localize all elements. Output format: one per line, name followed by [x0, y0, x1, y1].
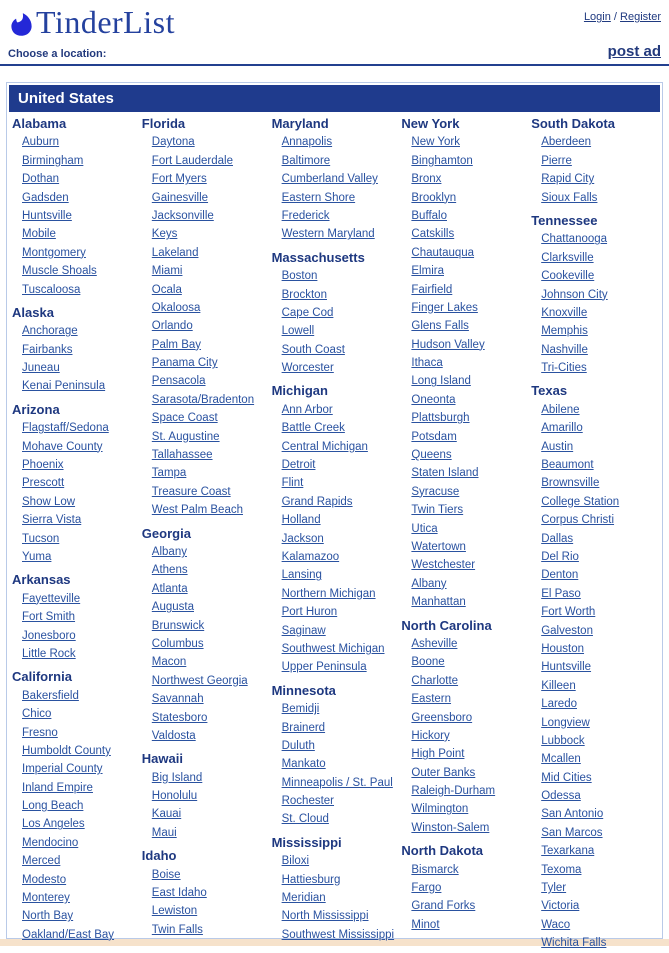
state-group-new-york: [399, 115, 529, 612]
city-link-houston[interactable]: Houston: [541, 642, 585, 655]
city-link-glens-falls[interactable]: Glens Falls: [411, 320, 469, 333]
city-link-bemidji[interactable]: Bemidji: [281, 703, 320, 716]
city-link-little-rock[interactable]: Little Rock: [22, 647, 76, 660]
city-link-eastern-shore[interactable]: Eastern Shore: [281, 191, 356, 204]
city-link-upper-peninsula[interactable]: Upper Peninsula: [281, 661, 367, 674]
city-link-jacksonville[interactable]: Jacksonville: [151, 209, 214, 222]
city-link-binghamton[interactable]: Binghamton: [411, 154, 473, 167]
state-heading-georgia: Georgia: [141, 525, 191, 541]
city-link-manhattan[interactable]: Manhattan: [411, 596, 466, 609]
city-link-sierra-vista[interactable]: Sierra Vista: [22, 514, 82, 527]
city-link-jonesboro[interactable]: Jonesboro: [22, 629, 76, 642]
city-link-outer-banks[interactable]: Outer Banks: [411, 766, 476, 779]
city-link-longview[interactable]: Longview: [541, 716, 590, 729]
city-link-catskills[interactable]: Catskills: [411, 228, 455, 241]
city-link-auburn[interactable]: Auburn: [22, 136, 60, 149]
state-group-alabama: [10, 115, 140, 299]
city-link-cumberland-valley[interactable]: Cumberland Valley: [281, 173, 378, 186]
city-link-keys[interactable]: Keys: [151, 228, 178, 241]
city-link-watertown[interactable]: Watertown: [411, 540, 466, 553]
city-link-san-antonio[interactable]: San Antonio: [541, 808, 604, 821]
city-link-southwest-michigan[interactable]: Southwest Michigan: [281, 642, 385, 655]
city-link-clarksville[interactable]: Clarksville: [541, 251, 594, 264]
state-heading-hawaii: Hawaii: [141, 751, 183, 767]
city-link-albany[interactable]: Albany: [151, 545, 187, 558]
city-link-miami[interactable]: Miami: [151, 265, 183, 278]
city-link-macon[interactable]: Macon: [151, 656, 187, 669]
city-link-wichita-falls[interactable]: Wichita Falls: [541, 937, 607, 950]
city-link-greensboro[interactable]: Greensboro: [411, 711, 473, 724]
city-link-flint[interactable]: Flint: [281, 477, 304, 490]
city-link-mcallen[interactable]: Mcallen: [541, 753, 581, 766]
city-link-amarillo[interactable]: Amarillo: [541, 422, 583, 435]
state-heading-alaska: Alaska: [12, 304, 54, 320]
city-link-victoria[interactable]: Victoria: [541, 900, 580, 913]
city-link-ithaca[interactable]: Ithaca: [411, 357, 443, 370]
city-link-minot[interactable]: Minot: [411, 918, 440, 931]
city-link-new-york[interactable]: New York: [411, 136, 460, 149]
city-link-hattiesburg[interactable]: Hattiesburg: [281, 873, 341, 886]
city-link-aberdeen[interactable]: Aberdeen: [541, 136, 592, 149]
city-link-fresno[interactable]: Fresno: [22, 726, 58, 739]
city-link-huntsville[interactable]: Huntsville: [541, 661, 592, 674]
city-link-mobile[interactable]: Mobile: [22, 228, 56, 241]
city-link-merced[interactable]: Merced: [22, 855, 61, 868]
city-link-columbus[interactable]: Columbus: [151, 637, 204, 650]
city-link-tucson[interactable]: Tucson: [22, 532, 60, 545]
city-link-northwest-georgia[interactable]: Northwest Georgia: [151, 674, 248, 687]
city-link-johnson-city[interactable]: Johnson City: [541, 288, 608, 301]
city-link-northern-michigan[interactable]: Northern Michigan: [281, 587, 376, 600]
city-link-finger-lakes[interactable]: Finger Lakes: [411, 301, 478, 314]
city-link-yuma[interactable]: Yuma: [22, 550, 52, 563]
city-link-fort-smith[interactable]: Fort Smith: [22, 611, 76, 624]
city-link-show-low[interactable]: Show Low: [22, 495, 76, 508]
city-link-worcester[interactable]: Worcester: [281, 362, 334, 375]
city-link-mohave-county[interactable]: Mohave County: [22, 440, 103, 453]
city-link-north-mississippi[interactable]: North Mississippi: [281, 910, 369, 923]
city-link-corpus-christi[interactable]: Corpus Christi: [541, 514, 615, 527]
city-link-fort-worth[interactable]: Fort Worth: [541, 606, 596, 619]
city-link-charlotte[interactable]: Charlotte: [411, 674, 459, 687]
city-link-rochester[interactable]: Rochester: [281, 795, 335, 808]
city-link-brockton[interactable]: Brockton: [281, 288, 327, 301]
state-group-north-carolina: [399, 617, 529, 838]
register-link[interactable]: Register: [620, 11, 661, 23]
city-link-chautauqua[interactable]: Chautauqua: [411, 246, 475, 259]
city-link-athens[interactable]: Athens: [151, 564, 188, 577]
city-link-fort-lauderdale[interactable]: Fort Lauderdale: [151, 154, 233, 167]
city-link-nashville[interactable]: Nashville: [541, 343, 588, 356]
state-group-tennessee: [529, 212, 659, 378]
choose-location-label: Choose a location:: [8, 48, 107, 60]
city-link-montgomery[interactable]: Montgomery: [22, 246, 86, 259]
city-link-kalamazoo[interactable]: Kalamazoo: [281, 550, 340, 563]
city-link-phoenix[interactable]: Phoenix: [22, 459, 64, 472]
city-link-statesboro[interactable]: Statesboro: [151, 711, 208, 724]
city-link-lansing[interactable]: Lansing: [281, 569, 322, 582]
city-link-sioux-falls[interactable]: Sioux Falls: [541, 191, 598, 204]
city-link-jackson[interactable]: Jackson: [281, 532, 324, 545]
city-link-brownsville[interactable]: Brownsville: [541, 477, 600, 490]
city-link-holland[interactable]: Holland: [281, 514, 321, 527]
city-link-south-coast[interactable]: South Coast: [281, 343, 345, 356]
city-link-daytona[interactable]: Daytona: [151, 136, 195, 149]
country-banner-united-states: United States: [9, 85, 660, 112]
city-link-memphis[interactable]: Memphis: [541, 325, 588, 338]
state-column-4: [399, 112, 529, 953]
city-link-lewiston[interactable]: Lewiston: [151, 905, 198, 918]
state-heading-minnesota: Minnesota: [271, 682, 336, 698]
city-link-raleigh-durham[interactable]: Raleigh-Durham: [411, 785, 496, 798]
state-heading-tennessee: Tennessee: [531, 212, 598, 228]
city-link-los-angeles[interactable]: Los Angeles: [22, 818, 85, 831]
state-group-arkansas: [10, 571, 140, 663]
page-header: [0, 0, 669, 66]
city-link-west-palm-beach[interactable]: West Palm Beach: [151, 504, 243, 517]
city-link-duluth[interactable]: Duluth: [281, 739, 315, 752]
city-link-imperial-county[interactable]: Imperial County: [22, 763, 103, 776]
city-link-utica[interactable]: Utica: [411, 522, 438, 535]
state-group-georgia: [140, 525, 270, 746]
city-link-lubbock[interactable]: Lubbock: [541, 734, 585, 747]
city-link-bronx[interactable]: Bronx: [411, 173, 442, 186]
state-heading-north-carolina: North Carolina: [401, 617, 492, 633]
city-link-syracuse[interactable]: Syracuse: [411, 485, 460, 498]
city-link-college-station[interactable]: College Station: [541, 495, 620, 508]
state-group-texas: [529, 382, 659, 952]
city-link-central-michigan[interactable]: Central Michigan: [281, 440, 368, 453]
city-link-asheville[interactable]: Asheville: [411, 637, 458, 650]
city-link-grand-rapids[interactable]: Grand Rapids: [281, 495, 353, 508]
city-link-st-cloud[interactable]: St. Cloud: [281, 813, 329, 826]
city-link-savannah[interactable]: Savannah: [151, 693, 204, 706]
city-link-texoma[interactable]: Texoma: [541, 863, 582, 876]
city-link-wilmington[interactable]: Wilmington: [411, 803, 469, 816]
city-link-del-rio[interactable]: Del Rio: [541, 550, 579, 563]
state-heading-texas: Texas: [531, 383, 568, 399]
city-link-east-idaho[interactable]: East Idaho: [151, 887, 207, 900]
city-link-pensacola[interactable]: Pensacola: [151, 375, 206, 388]
city-link-fairfield[interactable]: Fairfield: [411, 283, 453, 296]
city-link-biloxi[interactable]: Biloxi: [281, 855, 310, 868]
city-link-prescott[interactable]: Prescott: [22, 477, 65, 490]
city-link-grand-forks[interactable]: Grand Forks: [411, 900, 476, 913]
state-heading-maryland: Maryland: [271, 116, 329, 131]
city-link-birmingham[interactable]: Birmingham: [22, 154, 84, 167]
state-heading-michigan: Michigan: [271, 383, 328, 399]
city-link-inland-empire[interactable]: Inland Empire: [22, 781, 93, 794]
city-link-modesto[interactable]: Modesto: [22, 873, 67, 886]
city-link-buffalo[interactable]: Buffalo: [411, 209, 447, 222]
city-link-st-augustine[interactable]: St. Augustine: [151, 430, 220, 443]
state-group-mississippi: [270, 834, 400, 944]
state-heading-florida: Florida: [141, 116, 186, 131]
city-link-boone[interactable]: Boone: [411, 656, 445, 669]
locations-panel: [6, 82, 663, 950]
state-heading-massachusetts: Massachusetts: [271, 249, 365, 265]
city-link-brainerd[interactable]: Brainerd: [281, 721, 326, 734]
city-link-gainesville[interactable]: Gainesville: [151, 191, 209, 204]
state-columns: [9, 112, 660, 953]
state-group-minnesota: [270, 682, 400, 829]
city-link-tyler[interactable]: Tyler: [541, 882, 567, 895]
state-group-alaska: [10, 304, 140, 396]
city-link-monterey[interactable]: Monterey: [22, 892, 70, 905]
city-link-maui[interactable]: Maui: [151, 826, 177, 839]
city-link-treasure-coast[interactable]: Treasure Coast: [151, 485, 231, 498]
city-link-tri-cities[interactable]: Tri-Cities: [541, 362, 587, 375]
city-link-bakersfield[interactable]: Bakersfield: [22, 689, 79, 702]
city-link-pierre[interactable]: Pierre: [541, 154, 572, 167]
state-group-florida: [140, 115, 270, 520]
city-link-atlanta[interactable]: Atlanta: [151, 582, 188, 595]
state-heading-arkansas: Arkansas: [12, 572, 71, 588]
state-group-california: [10, 668, 140, 944]
city-link-abilene[interactable]: Abilene: [541, 403, 580, 416]
city-link-fairbanks[interactable]: Fairbanks: [22, 343, 73, 356]
city-link-tallahassee[interactable]: Tallahassee: [151, 449, 213, 462]
city-link-gadsden[interactable]: Gadsden: [22, 191, 69, 204]
city-link-bismarck[interactable]: Bismarck: [411, 863, 459, 876]
state-group-michigan: [270, 382, 400, 676]
city-link-twin-tiers[interactable]: Twin Tiers: [411, 504, 464, 517]
city-link-dallas[interactable]: Dallas: [541, 532, 574, 545]
city-link-brunswick[interactable]: Brunswick: [151, 619, 205, 632]
city-link-annapolis[interactable]: Annapolis: [281, 136, 333, 149]
city-link-waco[interactable]: Waco: [541, 918, 571, 931]
city-link-north-bay[interactable]: North Bay: [22, 910, 74, 923]
state-heading-new-york: New York: [401, 116, 460, 131]
city-link-southwest-mississippi[interactable]: Southwest Mississippi: [281, 928, 395, 941]
city-link-tampa[interactable]: Tampa: [151, 467, 187, 480]
city-link-tuscaloosa[interactable]: Tuscaloosa: [22, 283, 81, 296]
city-link-cookeville[interactable]: Cookeville: [541, 270, 595, 283]
city-link-eastern[interactable]: Eastern: [411, 693, 452, 706]
city-link-lowell[interactable]: Lowell: [281, 325, 315, 338]
city-link-flagstaff-sedona[interactable]: Flagstaff/Sedona: [22, 422, 109, 435]
city-link-westchester[interactable]: Westchester: [411, 559, 476, 572]
logo-text: TinderList: [36, 4, 175, 40]
city-link-frederick[interactable]: Frederick: [281, 209, 330, 222]
auth-links: [584, 11, 661, 23]
city-link-staten-island[interactable]: Staten Island: [411, 467, 479, 480]
city-link-minneapolis-st-paul[interactable]: Minneapolis / St. Paul: [281, 776, 393, 789]
state-group-arizona: [10, 401, 140, 567]
auth-separator: /: [610, 11, 621, 23]
city-link-space-coast[interactable]: Space Coast: [151, 412, 218, 425]
city-link-panama-city[interactable]: Panama City: [151, 357, 218, 370]
city-link-meridian[interactable]: Meridian: [281, 892, 326, 905]
city-link-el-paso[interactable]: El Paso: [541, 587, 581, 600]
city-link-chattanooga[interactable]: Chattanooga: [541, 233, 608, 246]
city-link-san-marcos[interactable]: San Marcos: [541, 826, 603, 839]
city-link-twin-falls[interactable]: Twin Falls: [151, 923, 203, 936]
state-group-massachusetts: [270, 249, 400, 378]
state-heading-alabama: Alabama: [12, 116, 67, 131]
city-link-baltimore[interactable]: Baltimore: [281, 154, 331, 167]
city-link-plattsburgh[interactable]: Plattsburgh: [411, 412, 470, 425]
city-link-western-maryland[interactable]: Western Maryland: [281, 228, 375, 241]
state-group-north-dakota: [399, 842, 529, 934]
city-link-okaloosa[interactable]: Okaloosa: [151, 301, 201, 314]
city-link-potsdam[interactable]: Potsdam: [411, 430, 457, 443]
city-link-galveston[interactable]: Galveston: [541, 624, 593, 637]
state-group-idaho: [140, 847, 270, 939]
city-link-boston[interactable]: Boston: [281, 270, 318, 283]
city-link-fort-myers[interactable]: Fort Myers: [151, 173, 207, 186]
city-link-juneau[interactable]: Juneau: [22, 362, 60, 375]
city-link-big-island[interactable]: Big Island: [151, 771, 203, 784]
state-heading-idaho: Idaho: [141, 848, 177, 864]
state-heading-mississippi: Mississippi: [271, 834, 342, 850]
state-heading-north-dakota: North Dakota: [401, 843, 484, 859]
city-link-hickory[interactable]: Hickory: [411, 729, 450, 742]
state-column-3: [270, 112, 400, 953]
city-link-augusta[interactable]: Augusta: [151, 601, 194, 614]
state-group-south-dakota: [529, 115, 659, 207]
city-link-killeen[interactable]: Killeen: [541, 679, 576, 692]
city-link-mankato[interactable]: Mankato: [281, 758, 326, 771]
city-link-boise[interactable]: Boise: [151, 868, 181, 881]
city-link-elmira[interactable]: Elmira: [411, 265, 444, 278]
state-column-1: [10, 112, 140, 953]
city-link-valdosta[interactable]: Valdosta: [151, 729, 196, 742]
city-link-ann-arbor[interactable]: Ann Arbor: [281, 403, 333, 416]
city-link-orlando[interactable]: Orlando: [151, 320, 193, 333]
city-link-ocala[interactable]: Ocala: [151, 283, 182, 296]
city-link-knoxville[interactable]: Knoxville: [541, 306, 588, 319]
city-link-fayetteville[interactable]: Fayetteville: [22, 592, 81, 605]
city-link-high-point[interactable]: High Point: [411, 748, 465, 761]
state-heading-california: California: [12, 669, 72, 685]
state-column-5: [529, 112, 659, 953]
state-heading-south-dakota: South Dakota: [531, 116, 615, 131]
city-link-albany[interactable]: Albany: [411, 577, 447, 590]
city-link-mid-cities[interactable]: Mid Cities: [541, 771, 592, 784]
state-heading-arizona: Arizona: [12, 401, 60, 417]
city-link-kauai[interactable]: Kauai: [151, 808, 182, 821]
city-link-winston-salem[interactable]: Winston-Salem: [411, 821, 490, 834]
city-link-anchorage[interactable]: Anchorage: [22, 325, 78, 338]
city-link-oakland-east-bay[interactable]: Oakland/East Bay: [22, 928, 115, 941]
city-link-texarkana[interactable]: Texarkana: [541, 845, 595, 858]
city-link-honolulu[interactable]: Honolulu: [151, 790, 198, 803]
city-link-huntsville[interactable]: Huntsville: [22, 209, 72, 222]
city-link-austin[interactable]: Austin: [541, 440, 574, 453]
city-link-long-beach[interactable]: Long Beach: [22, 800, 84, 813]
city-link-beaumont[interactable]: Beaumont: [541, 459, 594, 472]
city-link-muscle-shoals[interactable]: Muscle Shoals: [22, 265, 97, 278]
login-link[interactable]: Login: [583, 11, 611, 23]
city-link-queens[interactable]: Queens: [411, 449, 452, 462]
city-link-denton[interactable]: Denton: [541, 569, 579, 582]
city-link-detroit[interactable]: Detroit: [281, 459, 316, 472]
tinderlist-logo[interactable]: [8, 4, 175, 41]
city-link-mendocino[interactable]: Mendocino: [22, 836, 79, 849]
city-link-kenai-peninsula[interactable]: Kenai Peninsula: [22, 380, 106, 393]
city-link-laredo[interactable]: Laredo: [541, 698, 577, 711]
city-link-saginaw[interactable]: Saginaw: [281, 624, 326, 637]
city-link-port-huron[interactable]: Port Huron: [281, 606, 338, 619]
city-link-hudson-valley[interactable]: Hudson Valley: [411, 338, 485, 351]
city-link-palm-bay[interactable]: Palm Bay: [151, 338, 202, 351]
city-link-rapid-city[interactable]: Rapid City: [541, 173, 595, 186]
city-link-oneonta[interactable]: Oneonta: [411, 393, 456, 406]
state-group-hawaii: [140, 750, 270, 842]
state-column-2: [140, 112, 270, 953]
city-link-battle-creek[interactable]: Battle Creek: [281, 422, 345, 435]
city-link-lakeland[interactable]: Lakeland: [151, 246, 199, 259]
post-ad-link[interactable]: post ad: [607, 43, 661, 60]
city-link-cape-cod[interactable]: Cape Cod: [281, 306, 334, 319]
city-link-fargo[interactable]: Fargo: [411, 882, 442, 895]
city-link-chico[interactable]: Chico: [22, 708, 52, 721]
city-link-odessa[interactable]: Odessa: [541, 790, 581, 803]
city-link-long-island[interactable]: Long Island: [411, 375, 471, 388]
city-link-brooklyn[interactable]: Brooklyn: [411, 191, 457, 204]
state-group-maryland: [270, 115, 400, 244]
flame-icon: [8, 7, 36, 38]
city-link-humboldt-county[interactable]: Humboldt County: [22, 744, 111, 757]
city-link-dothan[interactable]: Dothan: [22, 173, 60, 186]
city-link-sarasota-bradenton[interactable]: Sarasota/Bradenton: [151, 393, 255, 406]
